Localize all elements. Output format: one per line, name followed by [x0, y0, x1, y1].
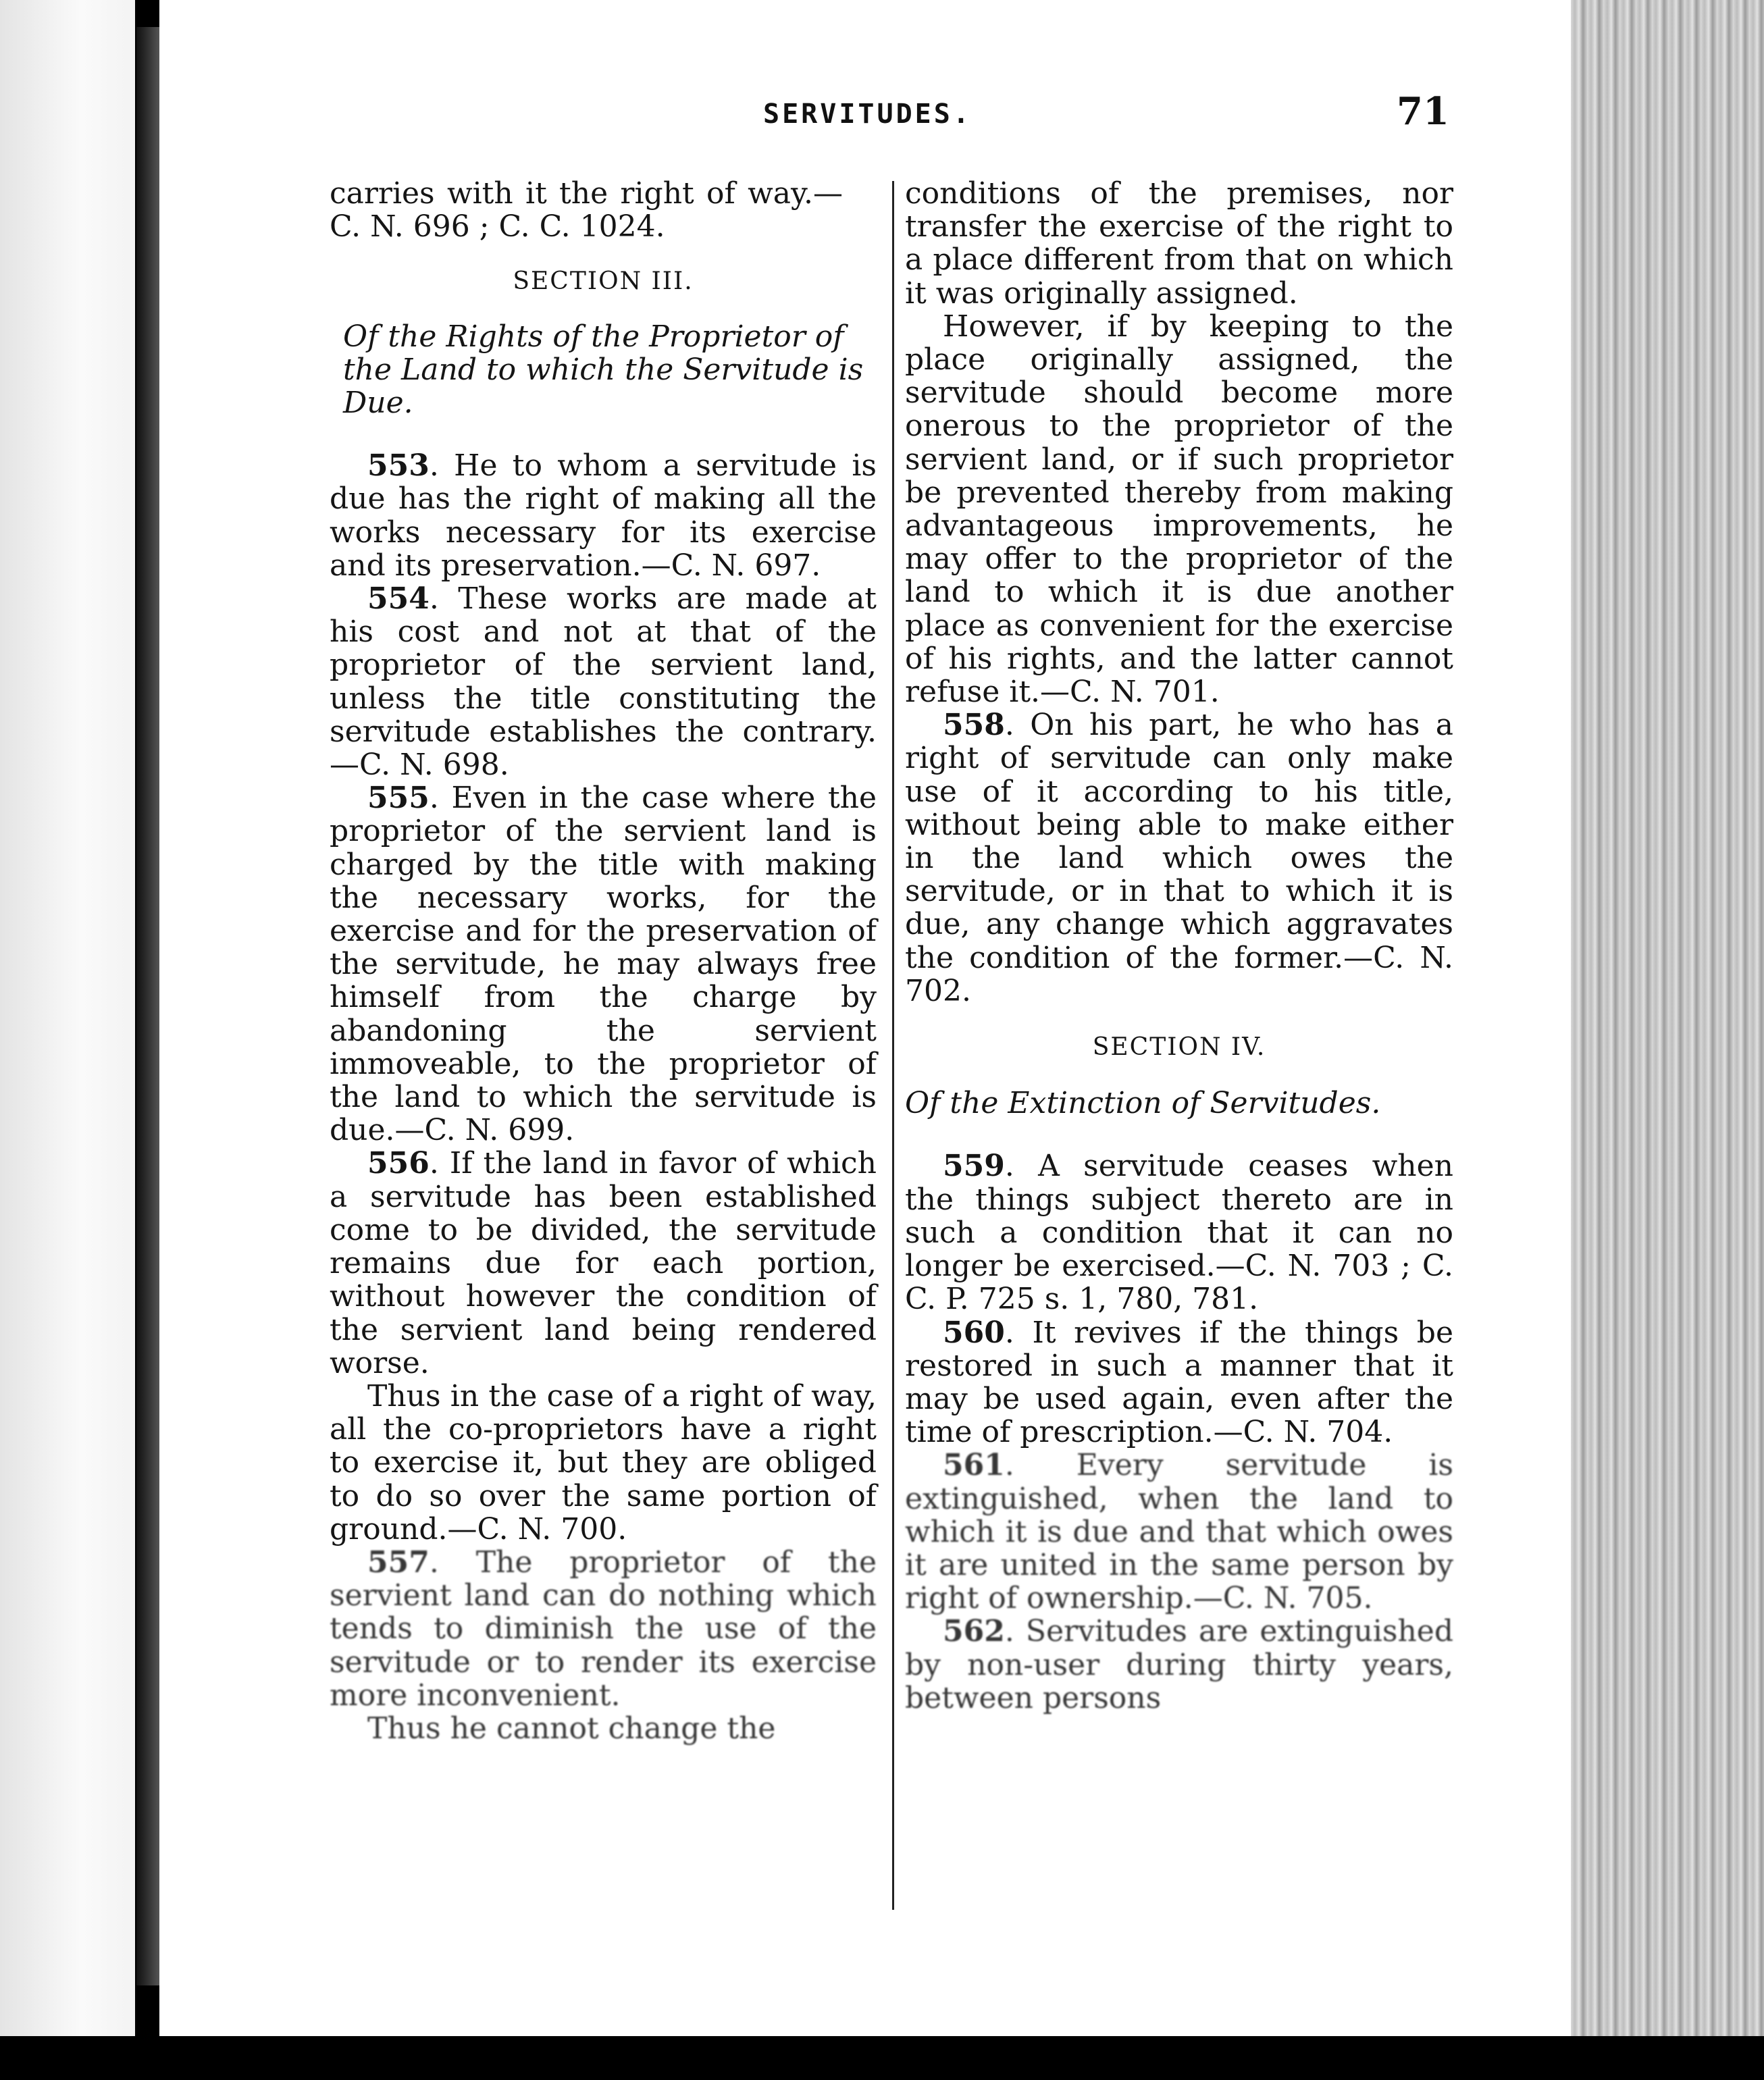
- article-text: . The proprietor of the servient land can do nothing which tends to diminish the use of the servitude or to render its exercise more inconvenient.: [330, 1544, 877, 1713]
- article-number: 557: [367, 1544, 430, 1580]
- article-556-continued: Thus in the case of a right of way, all the co-proprietors have a right to exercise it, but they are obliged to do so over the same portion of ground.—C. N. 700.: [330, 1378, 877, 1546]
- article-text: . These works are made at his cost and not at that of the proprietor of the servient land, unless the title constituting the servitude establishes the contrary.—C. N. 698.: [330, 581, 877, 783]
- article-554: [330, 582, 877, 781]
- article-557-paragraph-3: However, if by keeping to the place originally assigned, the servitude should become more onerous to the proprietor of the servient land, or if such proprietor be prevented thereby from making advantageous improvements, he may offer to the proprietor of the land to which it is due another place as convenient for the exercise of his rights, and the latter cannot refuse it.—C. N. 701.: [905, 309, 1453, 710]
- article-561: [905, 1449, 1453, 1615]
- article-number: 560: [943, 1315, 1005, 1350]
- article-number: 553: [367, 448, 430, 484]
- article-562: [905, 1615, 1453, 1715]
- section-heading: SECTION IV.: [1092, 1033, 1266, 1062]
- section-title: Of the Rights of the Proprietor of the Land to which the Servitude is Due.: [343, 319, 864, 421]
- article-text: . If the land in favor of which a servitude has been established come to be divided, the servitude remains due for each portion, without however the condition of the servient land being rendered worse.: [330, 1146, 877, 1380]
- article-560: [905, 1316, 1453, 1449]
- article-text: . A servitude ceases when the things subject thereto are in such a condition that it can no longer be exercised.—C. N. 703 ; C. C. P. 725 s. 1, 780, 781.: [905, 1149, 1453, 1317]
- page-number: 71: [1397, 89, 1449, 134]
- article-text: . Every servitude is extinguished, when the land to which it is due and that which owes it are united in the same person by right of ownership.—C. N. 705.: [905, 1448, 1453, 1616]
- article-number: 556: [367, 1146, 430, 1181]
- article-number: 554: [367, 581, 430, 617]
- article-556: [330, 1147, 877, 1379]
- running-head: SERVITUDES.: [763, 99, 972, 130]
- article-text: . He to whom a servitude is due has the right of making all the works necessary for its exercise and its preservation.—C. N. 697.: [330, 448, 877, 583]
- article-553: [330, 449, 877, 582]
- article-number: 555: [367, 781, 430, 816]
- article-text: . Even in the case where the proprietor of the servient land is charged by the title with making the necessary works, for the exercise and for the preservation of the servitude, he may always free himself from the charge by abandoning the servient immoveable, to the proprietor of the land to which the servitude is due.—C. N. 699.: [330, 781, 877, 1148]
- book-gutter: [136, 27, 159, 1985]
- continued-paragraph: carries with it the right of way.—C. N. 696 ; C. C. 1024.: [330, 176, 843, 244]
- left-column: [330, 177, 877, 1745]
- article-558: [905, 708, 1453, 1008]
- article-text: . Servitudes are extinguished by non-user during thirty years, between persons: [905, 1614, 1453, 1715]
- article-number: 561: [943, 1448, 1005, 1483]
- article-555: [330, 781, 877, 1147]
- continued-paragraph: conditions of the premises, nor transfer the exercise of the right to a place different from that on which it was originally assigned.: [905, 176, 1453, 311]
- section-heading: SECTION III.: [513, 267, 694, 296]
- previous-leaf-edge: [0, 0, 135, 2080]
- stacked-page-edges: [1571, 0, 1764, 2080]
- article-text: . It revives if the things be restored in such a manner that it may be used again, even after the time of prescription.—C. N. 704.: [905, 1315, 1453, 1450]
- article-number: 558: [943, 708, 1005, 743]
- right-column: [905, 177, 1453, 1715]
- article-number: 562: [943, 1614, 1005, 1649]
- article-559: [905, 1149, 1453, 1316]
- article-text: . On his part, he who has a right of servitude can only make use of it according to his title, without being able to make either in the land which owes the servitude, or in that to which it is due, any change which aggravates the condition of the former.—C. N. 702.: [905, 708, 1453, 1008]
- scan-bottom-border: [0, 2036, 1764, 2080]
- article-557: [330, 1546, 877, 1712]
- section-title: Of the Extinction of Servitudes.: [905, 1086, 1381, 1121]
- article-number: 559: [943, 1149, 1005, 1184]
- column-rule: [892, 181, 894, 1910]
- article-557-continued: Thus he cannot change the: [367, 1711, 776, 1746]
